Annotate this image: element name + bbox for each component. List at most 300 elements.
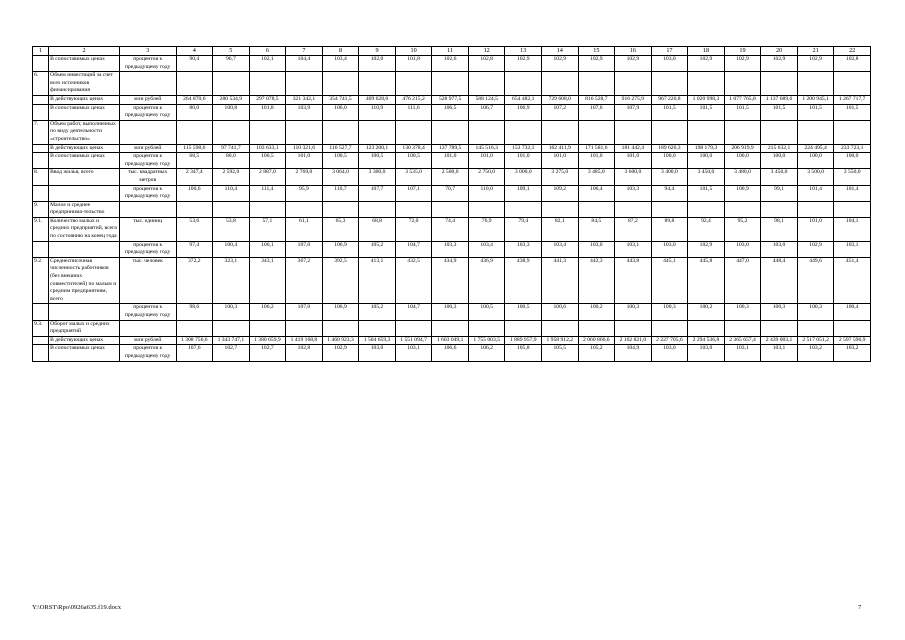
- row-unit: тыс. человек: [119, 257, 176, 304]
- row-label: В сопоставимых ценах: [49, 153, 120, 169]
- value-cell: 103,0: [724, 241, 761, 257]
- value-cell: 100,3: [724, 304, 761, 320]
- value-cell: 100,5: [359, 153, 396, 169]
- value-cell: 100,5: [249, 153, 286, 169]
- value-cell: 103,0: [761, 241, 798, 257]
- row-number: 9.3.: [33, 320, 49, 336]
- value-cell: [395, 201, 432, 217]
- value-cell: 100,6: [542, 304, 579, 320]
- value-cell: 103,4: [322, 56, 359, 72]
- value-cell: 1 020 998,3: [688, 95, 725, 104]
- value-cell: 442,3: [578, 257, 615, 304]
- value-cell: [286, 72, 323, 96]
- column-header: 2: [49, 47, 120, 56]
- value-cell: 588 124,5: [468, 95, 505, 104]
- value-cell: [834, 320, 871, 336]
- row-number: 9.1.: [33, 217, 49, 241]
- row-label: Оборот малых и средних предприятий: [49, 320, 120, 336]
- value-cell: 100,2: [578, 304, 615, 320]
- value-cell: 103,1: [395, 345, 432, 361]
- value-cell: 107,6: [176, 345, 213, 361]
- row-number: [33, 104, 49, 120]
- value-cell: 103,0: [651, 345, 688, 361]
- value-cell: 1 200 945,1: [797, 95, 834, 104]
- value-cell: 110,0: [468, 185, 505, 201]
- row-label: Объем инвестиций за счет всех источников финансирования: [49, 72, 120, 96]
- value-cell: 106,9: [322, 241, 359, 257]
- value-cell: 1 889 957,9: [505, 336, 542, 345]
- row-label: [49, 185, 120, 201]
- value-cell: 105,2: [359, 241, 396, 257]
- value-cell: 102,9: [688, 56, 725, 72]
- value-cell: 101,5: [651, 104, 688, 120]
- column-header: 21: [797, 47, 834, 56]
- value-cell: 434,9: [432, 257, 469, 304]
- value-cell: 102,7: [213, 345, 250, 361]
- value-cell: 432,5: [395, 257, 432, 304]
- value-cell: 1 551 094,7: [395, 336, 432, 345]
- value-cell: 100,0: [651, 153, 688, 169]
- value-cell: 2 500,0: [432, 169, 469, 185]
- value-cell: 2 592,0: [213, 169, 250, 185]
- column-header: 15: [578, 47, 615, 56]
- column-header: 1: [33, 47, 49, 56]
- value-cell: 438,9: [505, 257, 542, 304]
- value-cell: 100,0: [761, 153, 798, 169]
- value-cell: 106,1: [249, 241, 286, 257]
- value-cell: 103,0: [651, 56, 688, 72]
- value-cell: [834, 201, 871, 217]
- value-cell: [834, 72, 871, 96]
- value-cell: 76,9: [468, 217, 505, 241]
- row-number: 9.: [33, 201, 49, 217]
- row-unit: процентов к предыдущему году: [119, 345, 176, 361]
- value-cell: 116 527,7: [322, 144, 359, 153]
- value-cell: [797, 201, 834, 217]
- value-cell: [395, 320, 432, 336]
- value-cell: 3 600,0: [615, 169, 652, 185]
- value-cell: 264 870,6: [176, 95, 213, 104]
- value-cell: 106,5: [432, 104, 469, 120]
- table-row: [33, 320, 871, 336]
- value-cell: 1 603 049,1: [432, 336, 469, 345]
- value-cell: 1 380 659,9: [249, 336, 286, 345]
- row-number: [33, 144, 49, 153]
- row-number: 6.: [33, 72, 49, 96]
- value-cell: [286, 320, 323, 336]
- value-cell: 72,0: [395, 217, 432, 241]
- value-cell: 130 378,4: [395, 144, 432, 153]
- value-cell: [724, 201, 761, 217]
- value-cell: 100,8: [213, 104, 250, 120]
- value-cell: 106,7: [468, 104, 505, 120]
- value-cell: [359, 120, 396, 144]
- value-cell: 451,4: [834, 257, 871, 304]
- value-cell: 100,9: [724, 185, 761, 201]
- value-cell: 101,5: [688, 185, 725, 201]
- value-cell: 57,1: [249, 217, 286, 241]
- value-cell: 100,4: [213, 241, 250, 257]
- value-cell: 2 365 657,4: [724, 336, 761, 345]
- column-header: 17: [651, 47, 688, 56]
- value-cell: 3 064,0: [322, 169, 359, 185]
- value-cell: 367,2: [286, 257, 323, 304]
- value-cell: [468, 201, 505, 217]
- table-row: [33, 257, 871, 304]
- value-cell: 90,4: [176, 56, 213, 72]
- value-cell: 441,3: [542, 257, 579, 304]
- column-header: 22: [834, 47, 871, 56]
- value-cell: [651, 120, 688, 144]
- value-cell: 79,4: [505, 217, 542, 241]
- value-cell: 96,7: [213, 56, 250, 72]
- value-cell: 215 632,1: [761, 144, 798, 153]
- value-cell: [213, 72, 250, 96]
- value-cell: 70,7: [432, 185, 469, 201]
- value-cell: [615, 201, 652, 217]
- value-cell: [615, 120, 652, 144]
- value-cell: 100,6: [176, 185, 213, 201]
- value-cell: 106,2: [249, 304, 286, 320]
- value-cell: 104,9: [615, 345, 652, 361]
- table-row: [33, 345, 871, 361]
- value-cell: 105,2: [359, 304, 396, 320]
- value-cell: 103,0: [688, 345, 725, 361]
- value-cell: 101,0: [542, 153, 579, 169]
- value-cell: 448,4: [761, 257, 798, 304]
- value-cell: 103,0: [359, 345, 396, 361]
- value-cell: 354 741,5: [322, 95, 359, 104]
- value-cell: 189 626,3: [651, 144, 688, 153]
- value-cell: 103,2: [797, 345, 834, 361]
- value-cell: 106,0: [322, 104, 359, 120]
- value-cell: [213, 320, 250, 336]
- column-header: 18: [688, 47, 725, 56]
- value-cell: [249, 120, 286, 144]
- value-cell: 99,1: [761, 185, 798, 201]
- value-cell: [322, 320, 359, 336]
- value-cell: 80,0: [176, 104, 213, 120]
- value-cell: [542, 120, 579, 144]
- value-cell: 100,3: [651, 304, 688, 320]
- value-cell: 103,4: [542, 241, 579, 257]
- table-row: [33, 95, 871, 104]
- row-unit: млн рублей: [119, 95, 176, 104]
- value-cell: 95,2: [724, 217, 761, 241]
- row-unit: процентов к предыдущему году: [119, 104, 176, 120]
- value-cell: [176, 201, 213, 217]
- value-cell: [578, 72, 615, 96]
- value-cell: 1 137 689,6: [761, 95, 798, 104]
- value-cell: 372,2: [176, 257, 213, 304]
- value-cell: 449,6: [797, 257, 834, 304]
- value-cell: 101,5: [724, 104, 761, 120]
- value-cell: 443,8: [615, 257, 652, 304]
- table-row: [33, 201, 871, 217]
- value-cell: 102,6: [432, 56, 469, 72]
- column-header: 6: [249, 47, 286, 56]
- value-cell: 1 755 003,5: [468, 336, 505, 345]
- value-cell: 100,3: [797, 304, 834, 320]
- header-row: [33, 47, 871, 56]
- value-cell: 100,3: [615, 304, 652, 320]
- value-cell: 123 200,1: [359, 144, 396, 153]
- value-cell: 106,6: [432, 345, 469, 361]
- table-row: [33, 72, 871, 96]
- value-cell: 110,9: [359, 104, 396, 120]
- value-cell: 100,5: [395, 153, 432, 169]
- value-cell: 102,0: [359, 56, 396, 72]
- row-number: [33, 304, 49, 320]
- value-cell: [688, 201, 725, 217]
- table-row: [33, 304, 871, 320]
- value-cell: 2 060 866,6: [578, 336, 615, 345]
- column-header: 19: [724, 47, 761, 56]
- row-number: [33, 56, 49, 72]
- value-cell: 105,8: [505, 345, 542, 361]
- value-cell: [286, 120, 323, 144]
- row-label: В сопоставимых ценах: [49, 104, 120, 120]
- value-cell: 103 633,1: [249, 144, 286, 153]
- footer-file-path: Y:\ORST\Rpo\0926a635.f19.docx: [32, 604, 121, 611]
- value-cell: 87,2: [615, 217, 652, 241]
- value-cell: [505, 201, 542, 217]
- row-unit: млн рублей: [119, 144, 176, 153]
- value-cell: 2 769,0: [286, 169, 323, 185]
- value-cell: [761, 72, 798, 96]
- value-cell: 102,9: [761, 56, 798, 72]
- value-cell: 3 535,0: [395, 169, 432, 185]
- value-cell: 102,8: [286, 345, 323, 361]
- value-cell: [505, 320, 542, 336]
- value-cell: 2 750,0: [468, 169, 505, 185]
- value-cell: [578, 120, 615, 144]
- value-cell: [688, 120, 725, 144]
- value-cell: 445,8: [688, 257, 725, 304]
- column-header: 16: [615, 47, 652, 56]
- table-body: [33, 47, 871, 362]
- value-cell: 110,7: [322, 185, 359, 201]
- column-header: 7: [286, 47, 323, 56]
- value-cell: 103,1: [615, 241, 652, 257]
- value-cell: 100,2: [688, 304, 725, 320]
- value-cell: 967 220,8: [651, 95, 688, 104]
- value-cell: [213, 120, 250, 144]
- value-cell: [505, 120, 542, 144]
- value-cell: 74,4: [432, 217, 469, 241]
- row-label: В действующих ценах: [49, 144, 120, 153]
- value-cell: [249, 72, 286, 96]
- column-header: 10: [395, 47, 432, 56]
- row-label: Среднесписочная численность работников (без внешних совместителей) по малым и средним предприятиям, всего: [49, 257, 120, 304]
- row-unit: процентов к предыдущему году: [119, 56, 176, 72]
- value-cell: 102,9: [688, 241, 725, 257]
- value-cell: [542, 72, 579, 96]
- value-cell: 654 482,1: [505, 95, 542, 104]
- value-cell: 103,9: [286, 104, 323, 120]
- value-cell: 110,4: [213, 185, 250, 201]
- value-cell: 3 550,0: [834, 169, 871, 185]
- value-cell: 162 411,9: [542, 144, 579, 153]
- value-cell: [322, 201, 359, 217]
- value-cell: [542, 201, 579, 217]
- value-cell: [249, 320, 286, 336]
- value-cell: 107,9: [615, 104, 652, 120]
- value-cell: [724, 120, 761, 144]
- row-number: [33, 241, 49, 257]
- value-cell: 2 227 705,6: [651, 336, 688, 345]
- value-cell: [761, 201, 798, 217]
- row-label: Количество малых и средних предприятий, всего по состоянию на конец года: [49, 217, 120, 241]
- value-cell: 101,5: [797, 104, 834, 120]
- value-cell: 100,3: [761, 304, 798, 320]
- value-cell: 413,1: [359, 257, 396, 304]
- table-row: [33, 241, 871, 257]
- value-cell: 103,0: [651, 241, 688, 257]
- value-cell: 100,0: [688, 153, 725, 169]
- row-number: [33, 95, 49, 104]
- value-cell: 181 442,4: [615, 144, 652, 153]
- value-cell: 476 215,2: [395, 95, 432, 104]
- value-cell: 104,4: [286, 56, 323, 72]
- value-cell: 107,2: [542, 104, 579, 120]
- value-cell: 102,9: [797, 241, 834, 257]
- value-cell: [761, 320, 798, 336]
- value-cell: 100,0: [724, 153, 761, 169]
- value-cell: [432, 320, 469, 336]
- value-cell: 2 294 536,8: [688, 336, 725, 345]
- table-row: [33, 120, 871, 144]
- data-table: [32, 46, 871, 362]
- value-cell: 92,4: [688, 217, 725, 241]
- value-cell: 61,1: [286, 217, 323, 241]
- value-cell: 101,0: [505, 153, 542, 169]
- value-cell: 1 077 765,8: [724, 95, 761, 104]
- value-cell: [615, 72, 652, 96]
- value-cell: [432, 72, 469, 96]
- value-cell: [286, 201, 323, 217]
- value-cell: 97 741,7: [213, 144, 250, 153]
- value-cell: 109,2: [542, 185, 579, 201]
- row-number: 7.: [33, 120, 49, 144]
- value-cell: 101,8: [249, 104, 286, 120]
- value-cell: 2 887,0: [249, 169, 286, 185]
- value-cell: 100,5: [322, 153, 359, 169]
- column-header: 4: [176, 47, 213, 56]
- value-cell: 103,3: [615, 185, 652, 201]
- value-cell: 97,4: [176, 241, 213, 257]
- value-cell: 100,4: [834, 304, 871, 320]
- value-cell: 2 517 051,2: [797, 336, 834, 345]
- value-cell: 111,6: [395, 104, 432, 120]
- value-cell: 102,9: [724, 56, 761, 72]
- value-cell: [468, 72, 505, 96]
- value-cell: 68,5: [176, 153, 213, 169]
- table-row: [33, 217, 871, 241]
- table-row: [33, 169, 871, 185]
- table-row: [33, 104, 871, 120]
- value-cell: 1 504 659,3: [359, 336, 396, 345]
- column-header: 8: [322, 47, 359, 56]
- row-unit: процентов к предыдущему году: [119, 153, 176, 169]
- value-cell: 3 000,0: [505, 169, 542, 185]
- row-label: [49, 304, 120, 320]
- value-cell: 1 419 168,8: [286, 336, 323, 345]
- value-cell: 1 267 717,7: [834, 95, 871, 104]
- value-cell: 101,8: [395, 56, 432, 72]
- value-cell: 102,9: [505, 56, 542, 72]
- value-cell: 53,8: [213, 217, 250, 241]
- value-cell: 106,2: [468, 345, 505, 361]
- column-header: 3: [119, 47, 176, 56]
- value-cell: [322, 120, 359, 144]
- value-cell: 145 516,3: [468, 144, 505, 153]
- value-cell: 104,1: [834, 217, 871, 241]
- value-cell: 3 500,0: [797, 169, 834, 185]
- value-cell: 102,9: [615, 56, 652, 72]
- column-header: 5: [213, 47, 250, 56]
- row-label: Объем работ, выполненных по виду деятельности «строительство»: [49, 120, 120, 144]
- table-row: [33, 153, 871, 169]
- value-cell: 101,0: [578, 153, 615, 169]
- value-cell: 297 078,5: [249, 95, 286, 104]
- value-cell: 115 598,6: [176, 144, 213, 153]
- value-cell: 106,9: [505, 104, 542, 120]
- value-cell: 343,1: [249, 257, 286, 304]
- value-cell: 1 958 912,2: [542, 336, 579, 345]
- value-cell: [468, 120, 505, 144]
- value-cell: [505, 72, 542, 96]
- value-cell: 101,0: [468, 153, 505, 169]
- value-cell: 102,8: [834, 56, 871, 72]
- value-cell: 101,0: [432, 153, 469, 169]
- value-cell: [797, 320, 834, 336]
- row-label: [49, 241, 120, 257]
- value-cell: 1 308 756,6: [176, 336, 213, 345]
- value-cell: [688, 72, 725, 96]
- column-header: 11: [432, 47, 469, 56]
- value-cell: 447,0: [724, 257, 761, 304]
- row-unit: [119, 320, 176, 336]
- table-row: [33, 56, 871, 72]
- value-cell: [359, 201, 396, 217]
- value-cell: 2 439 003,1: [761, 336, 798, 345]
- value-cell: 233 723,1: [834, 144, 871, 153]
- value-cell: 104,7: [395, 304, 432, 320]
- value-cell: 101,0: [797, 217, 834, 241]
- row-unit: млн рублей: [119, 336, 176, 345]
- value-cell: 102,7: [249, 345, 286, 361]
- row-number: 9.2.: [33, 257, 49, 304]
- value-cell: 106,4: [578, 185, 615, 201]
- value-cell: 2 347,4: [176, 169, 213, 185]
- value-cell: 280 534,9: [213, 95, 250, 104]
- value-cell: 94,4: [651, 185, 688, 201]
- value-cell: 100,0: [797, 153, 834, 169]
- value-cell: [651, 320, 688, 336]
- value-cell: 107,0: [286, 241, 323, 257]
- value-cell: 103,1: [834, 241, 871, 257]
- value-cell: 103,4: [468, 241, 505, 257]
- value-cell: 68,8: [359, 217, 396, 241]
- value-cell: 101,0: [615, 153, 652, 169]
- row-unit: [119, 120, 176, 144]
- value-cell: 101,5: [834, 104, 871, 120]
- row-number: [33, 345, 49, 361]
- value-cell: 106,9: [322, 304, 359, 320]
- value-cell: 82,1: [542, 217, 579, 241]
- value-cell: [432, 120, 469, 144]
